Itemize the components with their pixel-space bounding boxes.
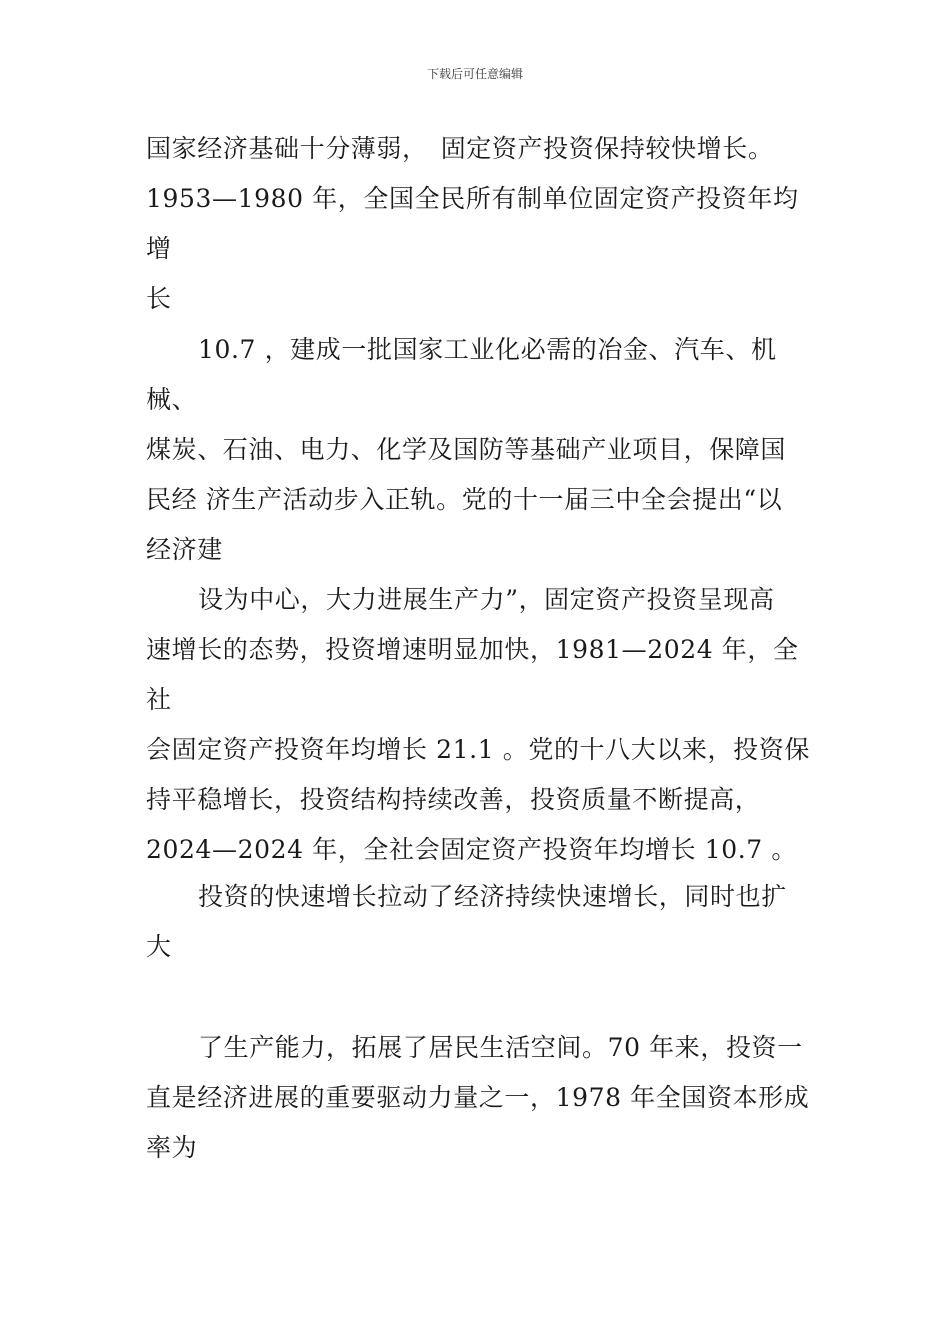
- text-line: 投资的快速增长拉动了经济持续快速增长，同时也扩: [198, 882, 787, 911]
- paragraph-4: [146, 872, 816, 972]
- paragraph-1: [146, 124, 816, 324]
- paragraph-2: [146, 325, 816, 575]
- text-line: 经济建: [146, 535, 223, 564]
- text-line: 了生产能力，拓展了居民生活空间。70 年来，投资一: [198, 1033, 803, 1062]
- text-line: 长: [146, 284, 172, 313]
- text-line: 速增长的态势，投资增速明显加快，1981—2024 年，全社: [146, 635, 799, 714]
- text-line: 直是经济进展的重要驱动力量之一，1978 年全国资本形成: [146, 1083, 810, 1112]
- text-line: 大: [146, 932, 172, 961]
- text-line: 2024—2024 年，全社会固定资产投资年均增长 10.7 。: [146, 835, 797, 864]
- text-line: 10.7 ，建成一批国家工业化必需的冶金、汽车、机械、: [146, 335, 777, 414]
- text-line: 国家经济基础十分薄弱， 固定资产投资保持较快增长。: [146, 134, 774, 163]
- text-line: 设为中心，大力进展生产力”，固定资产投资呈现高: [198, 585, 775, 614]
- text-line: 会固定资产投资年均增长 21.1 。党的十八大以来，投资保: [146, 735, 810, 764]
- text-line: 民经 济生产活动步入正轨。党的十一届三中全会提出“以: [146, 485, 783, 514]
- paragraph-5: [146, 1023, 816, 1173]
- text-line: 率为: [146, 1133, 198, 1162]
- text-line: 持平稳增长，投资结构持续改善，投资质量不断提高，: [146, 785, 761, 814]
- paragraph-3: [146, 575, 816, 875]
- text-line: 1953—1980 年，全国全民所有制单位固定资产投资年均增: [146, 184, 799, 263]
- page-header-note: 下载后可任意编辑: [426, 67, 523, 81]
- text-line: 煤炭、石油、电力、化学及国防等基础产业项目，保障国: [146, 435, 787, 464]
